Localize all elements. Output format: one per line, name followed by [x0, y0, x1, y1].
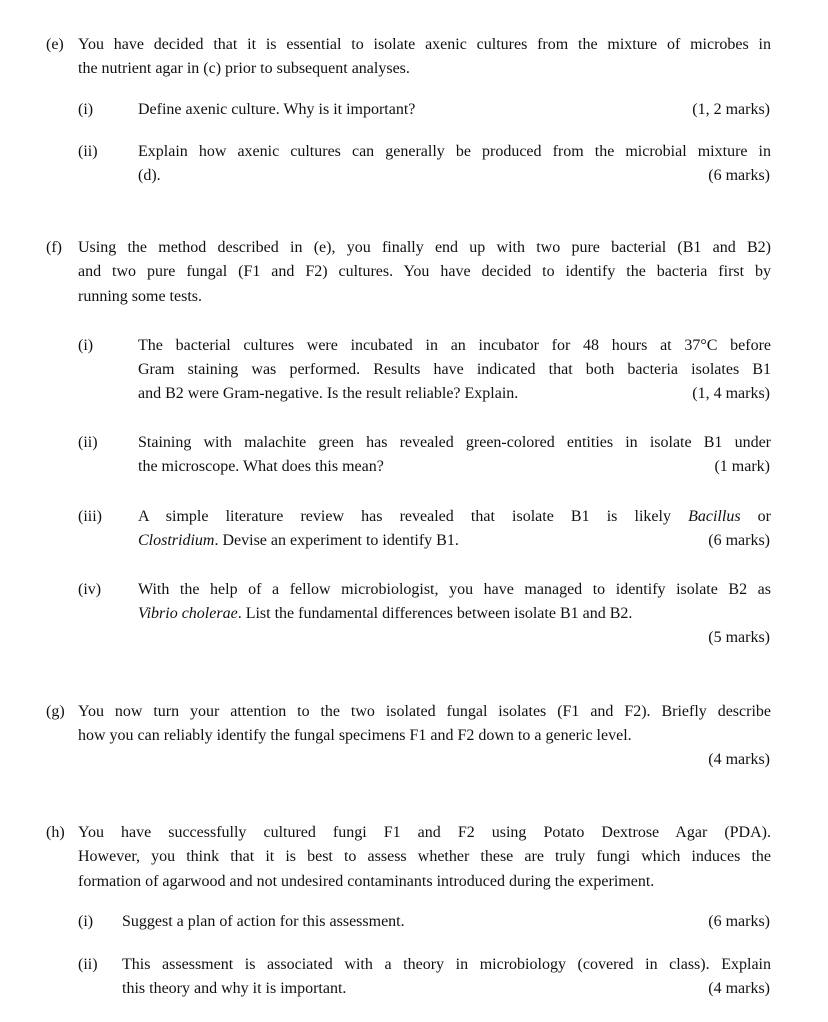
question-h-ii-text-line-1: This assessment is associated with a theory in microbiology (covered in class). Explain	[122, 956, 771, 973]
question-f-iii-text-line-2: Clostridium. Devise an experiment to identify B1.	[138, 532, 459, 549]
question-f-i-text-line-2: Gram staining was performed. Results have indicated that both bacteria isolates B1	[138, 361, 771, 378]
question-f-iii-text-line-1: A simple literature review has revealed that isolate B1 is likely Bacillus or	[138, 508, 772, 525]
question-h-text-line-2: However, you think that it is best to assess whether these are truly fungi which induces the	[78, 848, 771, 865]
question-f-ii-text-line-2: the microscope. What does this mean?	[138, 458, 384, 475]
question-g-text-line-1: You now turn your attention to the two isolated fungal isolates (F1 and F2). Briefly describe	[78, 703, 771, 720]
genus-clostridium: Clostridium	[138, 532, 215, 549]
question-e-text-line-2: the nutrient agar in (c) prior to subsequent analyses.	[78, 60, 410, 77]
question-h-ii-text-line-2: this theory and why it is important.	[122, 980, 347, 997]
question-f-iv-number: (iv)	[78, 581, 102, 598]
question-f-text-line-2: and two pure fungal (F1 and F2) cultures. You have decided to identify the bacteria first by	[78, 263, 771, 280]
question-f-text-line-1: Using the method described in (e), you finally end up with two pure bacterial (B1 and B2)	[78, 239, 771, 256]
question-h-text-line-3: formation of agarwood and not undesired contaminants introduced during the experiment.	[78, 873, 655, 890]
question-f-iv-text-line-1: With the help of a fellow microbiologist, you have managed to identify isolate B2 as	[138, 581, 771, 598]
question-f-text-line-3: running some tests.	[78, 288, 202, 305]
question-h-label: (h)	[46, 824, 65, 841]
question-g-marks: (4 marks)	[708, 751, 770, 768]
question-f-ii-text-line-1: Staining with malachite green has revealed green-colored entities in isolate B1 under	[138, 434, 771, 451]
question-e-label: (e)	[46, 36, 64, 53]
question-e-ii-marks: (6 marks)	[708, 167, 770, 184]
question-f-i-number: (i)	[78, 337, 94, 354]
question-f-i-marks: (1, 4 marks)	[692, 385, 770, 402]
question-g-label: (g)	[46, 703, 65, 720]
question-f-iv-marks: (5 marks)	[708, 629, 770, 646]
question-f-label: (f)	[46, 239, 62, 256]
question-e-ii-text-line-1: Explain how axenic cultures can generally be produced from the microbial mixture in	[138, 143, 771, 160]
species-vibrio-cholerae: Vibrio cholerae	[138, 605, 238, 622]
question-f-iii-number: (iii)	[78, 508, 102, 525]
question-f-ii-number: (ii)	[78, 434, 98, 451]
question-f-iv-text-line-2: Vibrio cholerae. List the fundamental differences between isolate B1 and B2.	[138, 605, 633, 622]
question-e-ii-number: (ii)	[78, 143, 98, 160]
question-e-ii-text-line-2: (d).	[138, 167, 161, 184]
question-h-i-marks: (6 marks)	[708, 913, 770, 930]
question-h-text-line-1: You have successfully cultured fungi F1 and F2 using Potato Dextrose Agar (PDA).	[78, 824, 771, 841]
question-h-ii-marks: (4 marks)	[708, 980, 770, 997]
question-h-i-text: Suggest a plan of action for this assessment.	[122, 913, 405, 930]
question-f-iii-marks: (6 marks)	[708, 532, 770, 549]
question-e-i-text: Define axenic culture. Why is it important?	[138, 101, 416, 118]
question-e-i-number: (i)	[78, 101, 94, 118]
question-f-i-text-line-3: and B2 were Gram-negative. Is the result reliable? Explain.	[138, 385, 519, 402]
question-f-ii-marks: (1 mark)	[714, 458, 770, 475]
question-f-i-text-line-1: The bacterial cultures were incubated in an incubator for 48 hours at 37°C before	[138, 337, 771, 354]
question-e-i-marks: (1, 2 marks)	[692, 101, 770, 118]
genus-bacillus: Bacillus	[688, 508, 741, 525]
question-e-text-line-1: You have decided that it is essential to isolate axenic cultures from the mixture of microbes in	[78, 36, 771, 53]
question-h-ii-number: (ii)	[78, 956, 98, 973]
question-g-text-line-2: how you can reliably identify the fungal specimens F1 and F2 down to a generic level.	[78, 727, 632, 744]
question-h-i-number: (i)	[78, 913, 94, 930]
